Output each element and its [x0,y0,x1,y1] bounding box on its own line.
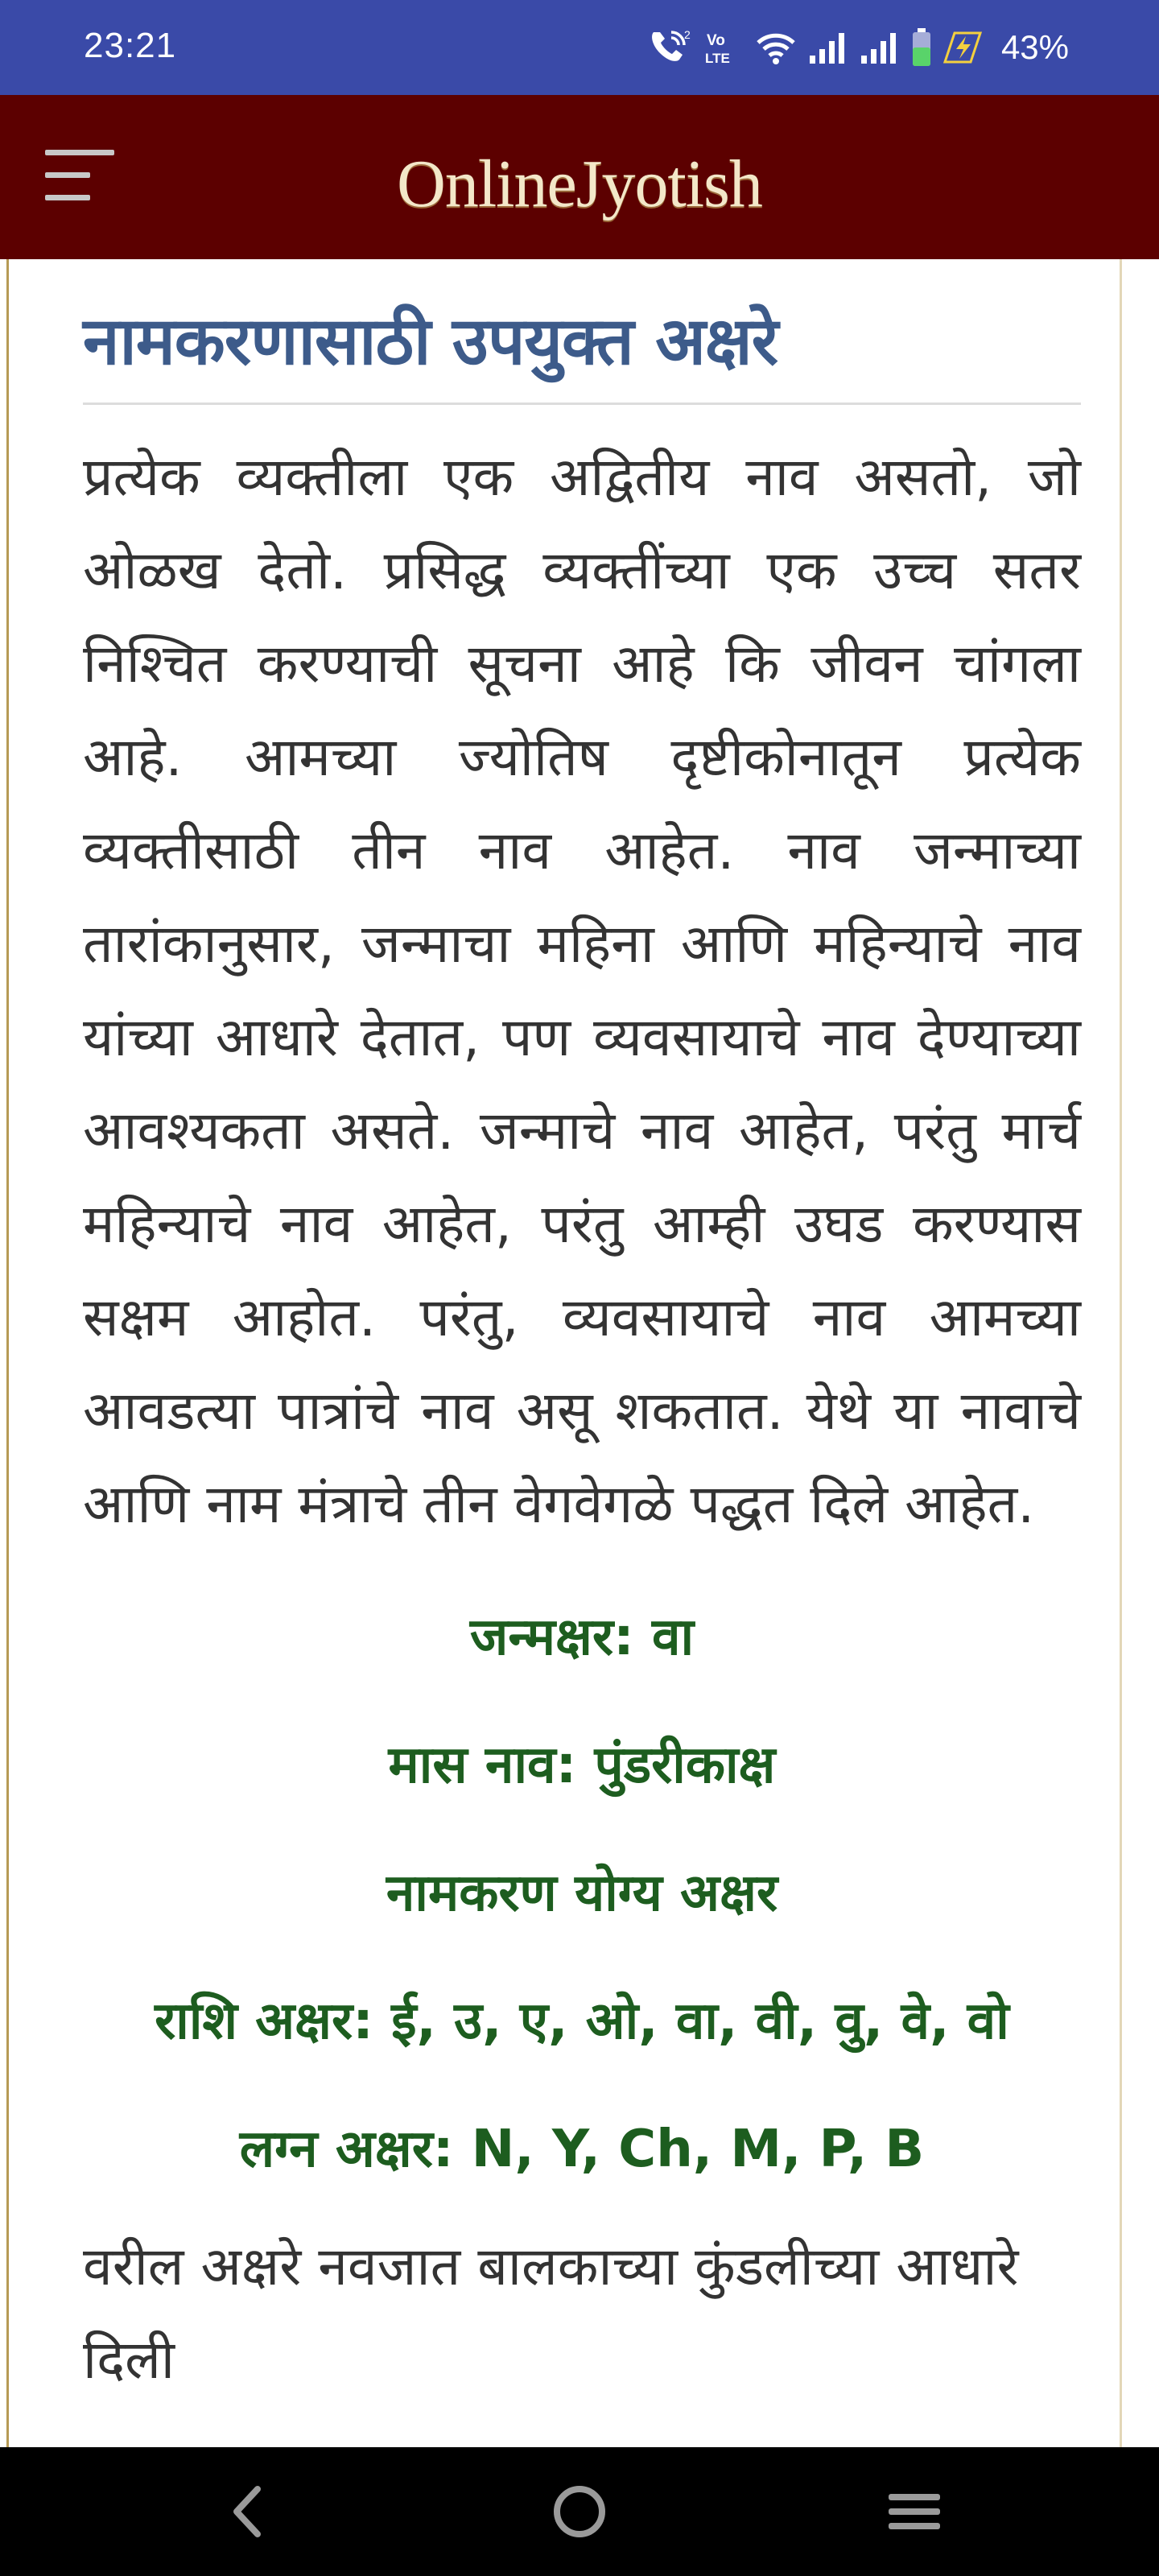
article-panel [6,259,1122,2447]
signal-icon [860,30,900,65]
status-bar [0,0,1159,95]
app-header [0,95,1159,259]
svg-text:Vo: Vo [706,32,725,49]
signal-icon [808,30,848,65]
lagna-akshar: लग्न अक्षर: N, Y, Ch, M, P, B [239,2120,925,2180]
rashi-akshar: राशि अक्षर: ई, उ, ए, ओ, वा, वी, वु, वे, वो [155,1992,1009,2052]
status-icons [647,24,1069,71]
recent-apps-icon[interactable] [874,2471,955,2552]
status-time: 23:21 [84,26,177,65]
navigation-bar [0,2447,1159,2576]
battery-percent: 43% [1000,28,1069,66]
volte-icon [703,29,744,66]
maas-naav: मास नाव: पुंडरीकाक्ष [388,1736,776,1796]
janmakshar: जन्मक्षर: वा [469,1608,695,1668]
next-paragraph: वरील अक्षरे नवजात बालकाच्या कुंडलीच्या आधारे दिली [83,2235,1019,2392]
charging-icon [943,30,984,65]
title-divider [83,402,1081,405]
back-icon[interactable] [208,2471,288,2552]
svg-text:LTE: LTE [704,51,730,66]
article-body [83,259,1081,2407]
home-icon[interactable] [539,2471,620,2552]
wifi-calling-icon [647,27,692,68]
svg-text:2: 2 [683,28,691,41]
page-title: नामकरणासाठी उपयुक्त अक्षरे [83,303,778,380]
site-logo[interactable]: OnlineJyotish [397,147,762,221]
wifi-icon [755,30,797,65]
namkaran-heading: नामकरण योग्य अक्षर [386,1864,778,1924]
battery-icon [911,28,932,67]
intro-paragraph: प्रत्येक व्यक्तीला एक अद्वितीय नाव असतो, जो ओळख देतो. प्रसिद्ध व्यक्तींच्या एक उच्च सतर निश्चित करण्याची सूचना आहे कि जीवन चांगला आहे. आमच्या ज्योतिष दृष्टीकोनातून प्रत्येक व्यक्तीसाठी तीन नाव आहेत. नाव जन्माच्या तारांकानुसार, जन्माचा महिना आणि महिन्याचे नाव यांच्या आधारे देतात, पण व्यवसायाचे नाव देण्याच्या आवश्यकता असते. जन्माचे नाव आहेत, परंतु मार्च महिन्याचे नाव आहेत, परंतु आम्ही उघड करण्यास सक्षम आहोत. परंतु, व्यवसायाचे नाव आमच्या आवडत्या पात्रांचे नाव असू शकतात. येथे या नावाचे आणि नाम मंत्राचे तीन वेगवेगळे पद्धत दिले आहेत. [83,446,1081,1536]
